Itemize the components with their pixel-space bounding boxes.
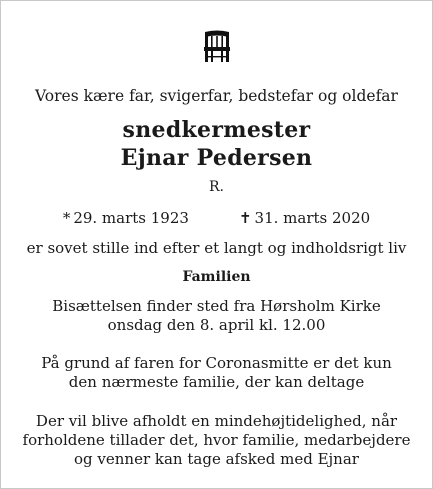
birth-date <box>63 209 189 227</box>
chair-icon <box>201 29 233 63</box>
deceased-name: Ejnar Pedersen <box>120 145 313 171</box>
memorial-line3: og venner kan tage afsked med Ejnar <box>74 450 359 468</box>
death-cross-icon: ✝ <box>238 209 252 227</box>
death-date-text: 31. marts 2020 <box>254 209 371 227</box>
funeral-location: Bisættelsen finder sted fra Hørsholm Kirke <box>52 297 381 315</box>
funeral-time: onsdag den 8. april kl. 12.00 <box>107 316 326 334</box>
corona-notice-line1: På grund af faren for Coronasmitte er det kun <box>41 354 392 372</box>
deceased-title: snedkermester <box>122 117 311 143</box>
memorial-line2: forholdene tillader det, hvor familie, medarbejdere <box>22 431 411 449</box>
death-date <box>239 209 370 227</box>
life-dates <box>1 209 432 227</box>
memorial-line1: Der vil blive afholdt en mindehøjtidelighed, når <box>35 412 398 430</box>
signed-family: Familien <box>182 269 251 285</box>
birth-star-icon: * <box>62 209 71 227</box>
asleep-line: er sovet stille ind efter et langt og indholdsrigt liv <box>26 239 407 257</box>
deceased-initial: R. <box>209 179 224 195</box>
corona-notice-line2: den nærmeste familie, der kan deltage <box>68 373 365 391</box>
intro-text: Vores kære far, svigerfar, bedstefar og oldefar <box>35 87 398 105</box>
birth-date-text: 29. marts 1923 <box>73 209 189 227</box>
